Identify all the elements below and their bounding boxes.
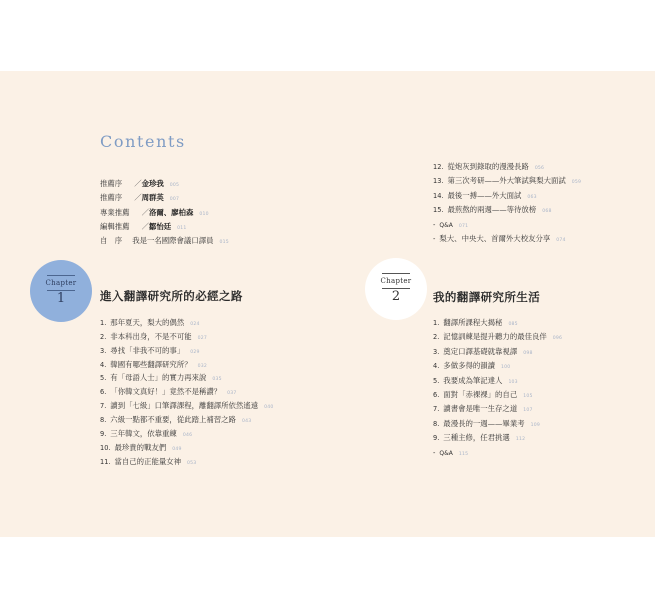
toc-entry-label: 專業推薦 [100, 207, 130, 217]
toc-entry[interactable] [433, 361, 510, 372]
toc-entry-page: 049 [172, 446, 182, 452]
toc-entry-title: 多做多得的韻讀 [443, 361, 496, 371]
toc-entry-title: 那年夏天，梨大的偶然 [110, 318, 185, 327]
toc-entry-title: 最珍貴的戰友們 [114, 442, 167, 452]
toc-entry-title: 奠定口譯基礎就靠視譯 [443, 346, 518, 356]
toc-entry[interactable] [100, 401, 274, 412]
toc-entry-page: 103 [508, 379, 518, 385]
toc-entry[interactable] [433, 234, 566, 245]
toc-entry-label: 推薦序 [100, 193, 123, 203]
toc-entry-number: 7. [100, 402, 107, 411]
toc-entry[interactable] [100, 387, 237, 398]
toc-entry-name: 周群英 [141, 193, 164, 203]
toc-entry[interactable] [433, 347, 533, 358]
toc-entry-page: 112 [515, 437, 526, 443]
toc-entry-name: 洛爾、廖柏森 [148, 207, 194, 217]
toc-entry-page: 029 [190, 349, 200, 355]
toc-entry-label: 推薦序 [100, 179, 123, 188]
toc-entry-title: 最漫長的一週——畢業考 [443, 418, 525, 428]
toc-entry-page: 015 [219, 240, 229, 246]
toc-entry-title: Q&A [439, 449, 453, 457]
toc-entry-number: 5. [100, 374, 107, 383]
toc-entry[interactable] [100, 360, 207, 371]
toc-entry-title: 三年韓文，依靠重練 [110, 428, 177, 438]
toc-entry-page: 105 [523, 394, 533, 399]
toc-entry[interactable] [433, 404, 533, 415]
toc-entry-title: Q&A [439, 221, 453, 229]
toc-entry-page: 010 [199, 211, 209, 217]
toc-entry-title: 第三次考研——外大筆試與梨大面試 [447, 176, 566, 186]
badge-rule-top [47, 275, 75, 276]
toc-entry[interactable] [100, 429, 192, 440]
toc-entry-page: 059 [571, 180, 582, 186]
toc-entry[interactable] [433, 433, 525, 444]
book-spread [0, 71, 655, 537]
toc-entry[interactable] [433, 318, 518, 329]
toc-entry-title: 讀書會是唯一生存之道 [443, 404, 518, 414]
toc-entry-page: 046 [182, 432, 193, 438]
toc-entry-number: 4. [433, 362, 440, 371]
toc-entry-title: 尋找「非我不可的事」 [110, 345, 185, 355]
toc-entry-title: 三種主修，任君挑選 [443, 433, 510, 443]
toc-entry-title: 梨大、中央大、首爾外大校友分享 [439, 234, 551, 243]
toc-entry-number: 2. [100, 332, 107, 341]
toc-entry-number: - [433, 220, 436, 229]
toc-entry-page: 040 [264, 405, 274, 411]
chapter-1-word: Chapter [45, 279, 77, 287]
toc-entry[interactable] [433, 162, 544, 173]
toc-entry-number: 6. [100, 388, 107, 397]
toc-entry-title: 記憶訓練是提升聽力的最佳良伴 [443, 332, 547, 342]
toc-entry-title: 面對「赤裸裸」的自己 [443, 390, 518, 399]
toc-entry-page: 056 [534, 166, 545, 171]
chapter-2-number: 2 [391, 289, 401, 304]
toc-entry-label: 編輯推薦 [100, 221, 130, 231]
toc-entry-number: 9. [433, 434, 440, 443]
toc-entry-number: 6. [433, 391, 440, 399]
toc-entry-page: 115 [458, 451, 469, 457]
toc-entry[interactable] [433, 419, 540, 430]
toc-entry-number: - [433, 235, 436, 243]
toc-entry-page: 063 [527, 194, 537, 200]
toc-entry-number: 14. [433, 191, 444, 200]
toc-entry-label: 自 序 [100, 236, 123, 246]
toc-entry-page: 032 [197, 363, 207, 369]
toc-entry-title: 最煎熬的兩週——等待放榜 [447, 205, 537, 215]
toc-entry-title: 當自己的正能量女神 [114, 456, 182, 466]
toc-entry[interactable] [100, 222, 187, 233]
toc-entry-number: - [433, 448, 436, 457]
chapter-1-number: 1 [56, 291, 66, 306]
toc-entry-page: 100 [501, 365, 511, 371]
toc-entry-page: 107 [523, 408, 533, 414]
toc-entry-title: 翻譯所課程大揭秘 [443, 318, 503, 327]
toc-entry-page: 043 [241, 418, 252, 424]
toc-entry[interactable] [433, 376, 518, 387]
chapter-2-word: Chapter [380, 277, 412, 285]
toc-entry-name: 鄒怡廷 [148, 221, 172, 231]
toc-entry-slash: ／ [134, 179, 142, 188]
toc-entry[interactable] [100, 332, 207, 343]
toc-entry-number: 4. [100, 360, 107, 369]
toc-entry-page: 035 [212, 377, 222, 383]
toc-entry-page: 007 [169, 197, 180, 203]
toc-entry-title: 六級一點都不重要，從此踏上補習之路 [110, 414, 236, 424]
toc-entry-name: 我是一名國際會議口譯員 [132, 236, 214, 246]
toc-entry[interactable] [100, 208, 209, 219]
toc-entry-number: 3. [100, 346, 107, 355]
toc-entry-number: 7. [433, 405, 440, 414]
toc-entry[interactable] [433, 390, 533, 401]
toc-entry-page: 085 [508, 322, 518, 327]
toc-entry-number: 1. [433, 319, 440, 327]
toc-entry-page: 109 [530, 422, 540, 428]
toc-entry[interactable] [433, 176, 581, 187]
toc-entry-page: 096 [552, 336, 563, 342]
toc-entry-title: 「你韓文真好！」竟然不是稱讚？ [110, 387, 222, 397]
toc-entry-title: 韓國有哪些翻譯研究所？ [110, 359, 192, 369]
toc-entry-page: 071 [458, 223, 469, 229]
toc-entry-number: 8. [433, 419, 440, 428]
toc-entry-title: 讀到「七級」口筆譯課程，離翻譯所依然遙遠 [110, 401, 259, 411]
toc-entry-number: 11. [100, 457, 111, 466]
toc-entry-slash: ／ [134, 193, 142, 203]
toc-entry[interactable] [433, 332, 562, 343]
toc-entry[interactable] [100, 346, 200, 357]
toc-entry[interactable] [100, 443, 182, 454]
toc-entry-name: 金珍我 [141, 179, 164, 188]
toc-entry[interactable] [433, 191, 537, 202]
toc-entry-number: 9. [100, 429, 107, 438]
toc-entry-page: 098 [523, 350, 533, 356]
toc-entry-title: 有「母語人士」的實力再來說 [110, 373, 207, 383]
toc-entry-number: 12. [433, 163, 444, 171]
toc-entry-page: 005 [169, 183, 180, 188]
toc-entry-title: 非本科出身，不是不可能 [110, 331, 192, 341]
toc-entry-page: 068 [542, 209, 552, 215]
toc-entry-number: 10. [100, 443, 111, 452]
toc-entry-slash: ／ [141, 221, 149, 231]
toc-entry[interactable] [100, 457, 196, 468]
toc-entry-page: 053 [187, 460, 197, 466]
toc-entry-title: 最後一搏——外大面試 [447, 190, 522, 200]
toc-entry-page: 027 [197, 335, 207, 341]
toc-entry[interactable] [100, 193, 179, 204]
contents-title: Contents [100, 132, 186, 151]
toc-entry-number: 13. [433, 177, 444, 186]
toc-entry-number: 1. [100, 319, 107, 327]
toc-entry[interactable] [100, 179, 179, 190]
toc-entry[interactable] [100, 373, 222, 384]
toc-entry-slash: ／ [141, 207, 149, 217]
toc-entry[interactable] [433, 220, 468, 231]
toc-entry-page: 037 [227, 391, 237, 397]
toc-entry-number: 15. [433, 206, 444, 215]
chapter-2-badge [365, 258, 427, 320]
toc-entry-title: 從炮灰到錄取的漫漫長路 [447, 162, 529, 171]
chapter-1-title: 進入翻譯研究所的必經之路 [100, 289, 243, 303]
toc-entry[interactable] [100, 236, 229, 247]
toc-entry[interactable] [100, 318, 200, 329]
toc-entry[interactable] [100, 415, 251, 426]
toc-entry-page: 074 [556, 238, 566, 243]
toc-entry-number: 3. [433, 347, 440, 356]
badge-rule-top [382, 273, 410, 274]
toc-entry[interactable] [433, 205, 552, 216]
toc-entry-title: 我要成為筆記達人 [443, 375, 503, 385]
chapter-2-title: 我的翻譯研究所生活 [433, 290, 541, 304]
toc-entry-page: 024 [190, 322, 200, 327]
toc-entry-page: 011 [177, 225, 187, 231]
toc-entry-number: 8. [100, 415, 107, 424]
chapter-1-badge [30, 260, 92, 322]
toc-entry[interactable] [433, 448, 468, 459]
toc-entry-number: 2. [433, 333, 440, 342]
toc-entry-number: 5. [433, 376, 440, 385]
